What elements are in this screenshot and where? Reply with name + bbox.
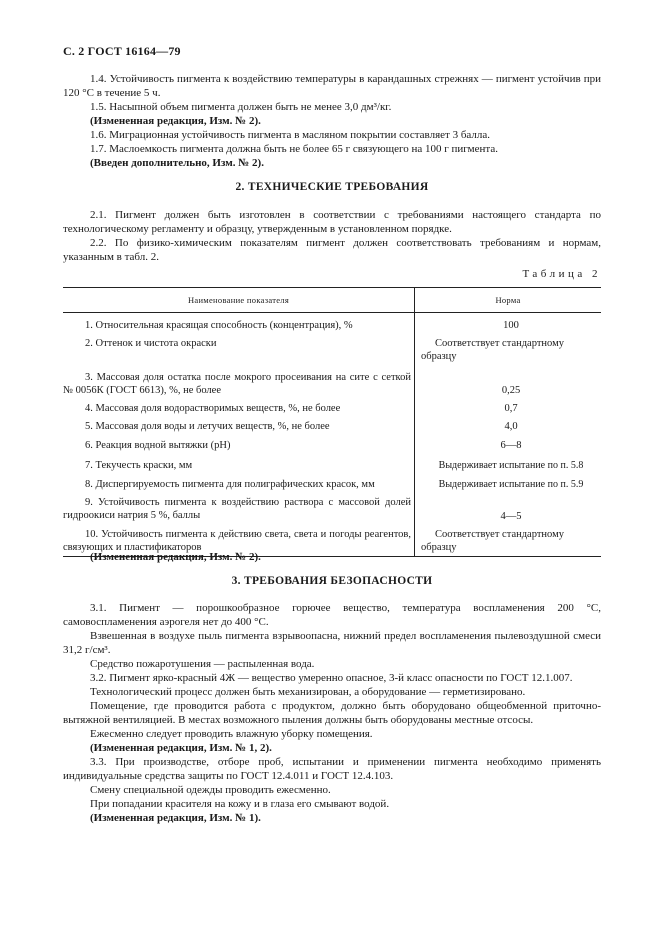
table-cell-name: 2. Оттенок и чистота окраски — [63, 334, 415, 370]
table-cell-norm: Выдерживает испытание по п. 5.8 — [438, 460, 584, 471]
table-cell-name: 7. Текучесть краски, мм — [63, 455, 415, 474]
table-row — [63, 313, 601, 335]
table-cell-name: 9. Устойчивость пигмента к воздействию раствора с массовой долей гидроокиси натрия 5 %, баллы — [63, 493, 415, 527]
paragraph-3-3-contact: При попадании красителя на кожу и в глаза его смывают водой. — [90, 798, 390, 810]
paragraph-3-1: 3.1. Пигмент — порошкообразное горючее вещество, температура воспламенения 200 °С, самовоспламенения аэрогеля нет до 400 °С. — [63, 602, 601, 628]
table-cell-name: 10. Устойчивость пигмента к действию света, света и погоды реагентов, связующих и пластификаторов — [63, 527, 415, 557]
amendment-note: (Введен дополнительно, Изм. № 2). — [90, 157, 264, 169]
table-cell-name: 3. Массовая доля остатка после мокрого просеивания на сите с сеткой № 0056К (ГОСТ 6613), %, не более — [63, 370, 415, 397]
table-header-row — [63, 288, 601, 313]
section-2-heading: 2. ТЕХНИЧЕСКИЕ ТРЕБОВАНИЯ — [235, 181, 429, 193]
table-row — [63, 455, 601, 474]
table-row — [63, 435, 601, 455]
table-row — [63, 370, 601, 397]
paragraph-3-2-cleaning: Ежесменно следует проводить влажную уборку помещения. — [90, 728, 373, 740]
table-cell-norm: Выдерживает испытание по п. 5.9 — [438, 479, 584, 490]
table-cell-norm: 6—8 — [500, 440, 522, 451]
table-cell-name: 1. Относительная красящая способность (концентрация), % — [63, 313, 415, 335]
section-1-block — [63, 72, 601, 170]
table-cell-name: 5. Массовая доля воды и летучих веществ, %, не более — [63, 416, 415, 435]
paragraph-1-6: 1.6. Миграционная устойчивость пигмента в масляном покрытии составляет 3 балла. — [90, 129, 491, 141]
norms-table — [63, 287, 601, 557]
table-cell-norm: 100 — [503, 320, 519, 331]
column-header-indicator: Наименование показателя — [63, 288, 415, 313]
paragraph-3-1-extinguish: Средство пожаротушения — распыленная вода. — [90, 658, 315, 670]
table-cell-norm: Соответствует стандартному образцу — [415, 527, 602, 557]
amendment-note: (Измененная редакция, Изм. № 2). — [90, 551, 261, 563]
paragraph-3-2: 3.2. Пигмент ярко-красный 4Ж — вещество умеренно опасное, 3-й класс опасности по ГОСТ 12.1.007. — [90, 672, 573, 684]
table-cell-norm: 4,0 — [504, 421, 518, 432]
table-row — [63, 397, 601, 416]
paragraph-3-3-clothing: Смену специальной одежды проводить ежесменно. — [90, 784, 331, 796]
paragraph-1-5: 1.5. Насыпной объем пигмента должен быть не менее 3,0 дм³/кг. — [90, 101, 392, 113]
table-cell-norm: Соответствует стандартному образцу — [421, 338, 564, 362]
table-2 — [63, 287, 601, 557]
page-header: С. 2 ГОСТ 16164—79 — [63, 44, 181, 58]
paragraph-2-1: 2.1. Пигмент должен быть изготовлен в соответствии с требованиями настоящего стандарта по технологическому регламенту и образцу, утвержденным в установленном порядке. — [63, 209, 601, 235]
amendment-note: (Измененная редакция, Изм. № 1). — [90, 812, 261, 824]
table-cell-name: 6. Реакция водной вытяжки (рН) — [63, 435, 415, 455]
section-3-heading: 3. ТРЕБОВАНИЯ БЕЗОПАСНОСТИ — [231, 575, 433, 587]
table-row — [63, 416, 601, 435]
paragraph-2-2: 2.2. По физико-химическим показателям пигмент должен соответствовать требованиям и нормам, указанным в табл. 2. — [63, 237, 601, 263]
table-row — [63, 334, 601, 370]
paragraph-1-4: 1.4. Устойчивость пигмента к воздействию температуры в карандашных стрежнях — пигмент устойчив при 120 °С в течение 5 ч. — [63, 73, 601, 99]
section-2-block — [63, 208, 601, 264]
paragraph-3-3: 3.3. При производстве, отборе проб, испытании и применении пигмента необходимо применять индивидуальные средства защиты по ГОСТ 12.4.011 и ГОСТ 12.4.103. — [63, 756, 601, 782]
paragraph-3-1-dust: Взвешенная в воздухе пыль пигмента взрывоопасна, нижний предел воспламенения пылевоздушной смеси 31,2 г/см³. — [63, 630, 601, 656]
column-header-norm: Норма — [415, 288, 602, 313]
amendment-note: (Измененная редакция, Изм. № 2). — [90, 115, 261, 127]
table-cell-norm: 0,7 — [504, 403, 518, 414]
table-row — [63, 474, 601, 493]
table-note-block — [63, 550, 601, 564]
table-cell-name: 4. Массовая доля водорастворимых веществ, %, не более — [63, 397, 415, 416]
table-row — [63, 493, 601, 527]
paragraph-3-2-process: Технологический процесс должен быть механизирован, а оборудование — герметизировано. — [90, 686, 526, 698]
table-cell-name: 8. Диспергируемость пигмента для полиграфических красок, мм — [63, 474, 415, 493]
section-3-block — [63, 601, 601, 825]
table-cell-norm: 4—5 — [500, 511, 522, 522]
paragraph-1-7: 1.7. Маслоемкость пигмента должна быть не более 65 г связующего на 100 г пигмента. — [90, 143, 498, 155]
amendment-note: (Измененная редакция, Изм. № 1, 2). — [90, 742, 272, 754]
table-caption: Таблица 2 — [522, 268, 601, 280]
table-cell-norm: 0,25 — [501, 385, 521, 396]
paragraph-3-2-ventilation: Помещение, где проводится работа с продуктом, должно быть оборудовано общеобменной приточно-вытяжной вентиляцией. В местах возможного пыления должны быть оборудованы местные отсосы. — [63, 700, 601, 726]
